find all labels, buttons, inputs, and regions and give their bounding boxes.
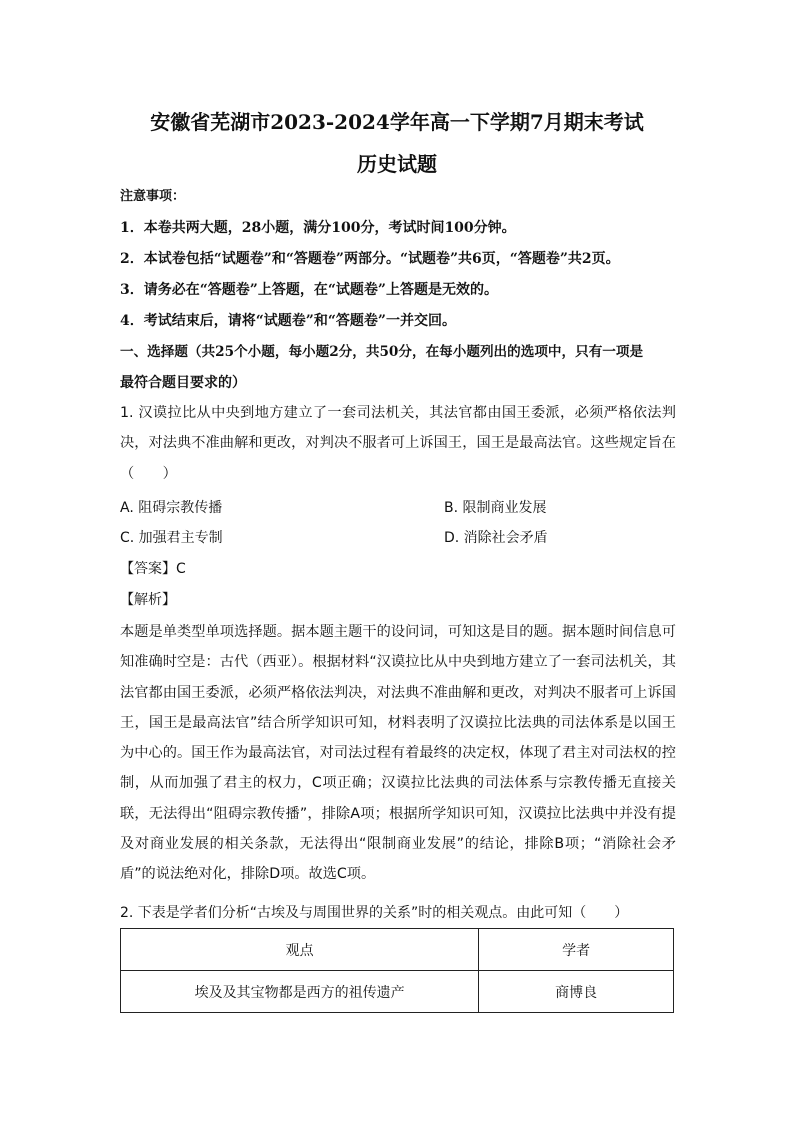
- table-cell: 商博良: [479, 971, 674, 1013]
- table-header-cell: 观点: [121, 929, 479, 971]
- question-1-analysis: 本题是单类型单项选择题。据本题主题干的设问词，可知这是目的题。据本题时间信息可知准确时空是：古代（西亚）。根据材料“汉谟拉比从中央到地方建立了一套司法机关，其法官都由国王委派，必须严格依法判决，对法典不准曲解和更改，对判决不服者可上诉国王，国王是最高法官”结合所学知识可知，材料表明了汉谟拉比法典的司法体系是以国王为中心的。国王作为最高法官，对司法过程有着最终的决定权，体现了君主对司法权的控制，从而加强了君主的权力，C项正确；汉谟拉比法典的司法体系与宗教传播无直接关联，无法得出“阻碍宗教传播”，排除A项；根据所学知识可知，汉谟拉比法典中并没有提及对商业发展的相关条款，无法得出“限制商业发展”的结论，排除B项；“消除社会矛盾”的说法绝对化，排除D项。故选C项。: [120, 624, 676, 883]
- page-title: 安徽省芜湖市2023-2024学年高一下学期7月期末考试: [150, 110, 644, 134]
- question-1-option-d: D. 消除社会矛盾: [444, 530, 548, 546]
- page-subtitle: 历史试题: [357, 152, 437, 176]
- notice-heading: 注意事项：: [120, 189, 186, 204]
- question-2-stem: 2. 下表是学者们分析“古埃及与周围世界的关系”时的相关观点。由此可知（ ）: [120, 905, 629, 921]
- notice-item-2: 2．本试卷包括“试题卷”和“答题卷”两部分。“试题卷”共6页，“答题卷”共2页。: [120, 251, 620, 267]
- question-1-option-c: C. 加强君主专制: [120, 530, 223, 546]
- question-1-answer: 【答案】C: [120, 561, 186, 577]
- section-heading-line1: 一、选择题（共25个小题，每小题2分，共50分，在每小题列出的选项中，只有一项是: [120, 344, 644, 360]
- section-heading-line2: 最符合题目要求的）: [120, 375, 246, 391]
- question-2-table: [120, 928, 674, 1013]
- question-1-stem: 1. 汉谟拉比从中央到地方建立了一套司法机关，其法官都由国王委派，必须严格依法判决，对法典不准曲解和更改，对判决不服者可上诉国王，国王是最高法官。这些规定旨在（ ）: [120, 405, 676, 482]
- notice-item-3: 3．请务必在“答题卷”上答题，在“试题卷”上答题是无效的。: [120, 282, 498, 298]
- notice-item-4: 4．考试结束后，请将“试题卷”和“答题卷”一并交回。: [120, 313, 456, 329]
- table-header-cell: 学者: [479, 929, 674, 971]
- question-1-option-a: A. 阻碍宗教传播: [120, 500, 223, 516]
- question-1-option-b: B. 限制商业发展: [444, 500, 547, 516]
- table-cell: 埃及及其宝物都是西方的祖传遗产: [121, 971, 479, 1013]
- question-1-analysis-label: 【解析】: [120, 592, 176, 608]
- notice-item-1: 1．本卷共两大题，28小题，满分100分，考试时间100分钟。: [120, 220, 516, 236]
- table-header-row: [121, 929, 674, 971]
- table-row: [121, 971, 674, 1013]
